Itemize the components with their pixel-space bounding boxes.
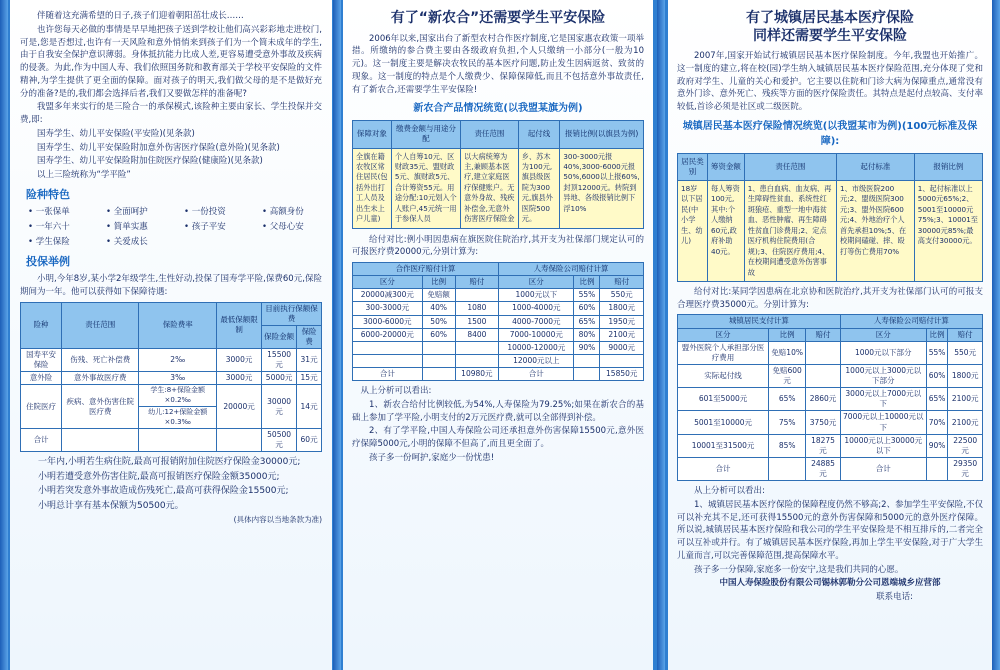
table-row <box>353 354 644 367</box>
table-cell: 15500元 <box>262 349 297 372</box>
table-cell: 7000元以上10000元以下 <box>840 411 926 434</box>
divider-strip <box>333 0 341 670</box>
table-row <box>21 372 322 385</box>
table-header: 区分 <box>499 276 574 289</box>
result-line: 小明若遭受意外伤害住院,最高可报销医疗保险金额35000元; <box>38 471 280 482</box>
example-title: 投保举例 <box>26 254 70 268</box>
premium-table <box>20 302 322 453</box>
table-cell: 550元 <box>600 289 644 302</box>
table-cell <box>769 457 806 480</box>
closing: 孩子多一分保障,家庭多一份安宁,这是我们共同的心愿。 <box>694 564 904 575</box>
section-title: 城镇居民基本医疗保险情况统览(以我盟某市为例)(100元标准及保障): <box>682 120 978 147</box>
table-cell: 65% <box>769 388 806 411</box>
table-cell: 1800元 <box>948 364 983 387</box>
table-cell: 50% <box>422 315 455 328</box>
table-cell: 85% <box>769 434 806 457</box>
table-cell <box>926 457 948 480</box>
table-cell: 1000元以下 <box>499 289 574 302</box>
table-cell <box>600 354 644 367</box>
table-cell: 2100元 <box>948 388 983 411</box>
feature-item: • 一张保单 <box>28 206 88 219</box>
table-cell: 幼儿:12+保险金额×0.3‰ <box>139 407 217 429</box>
compare-body <box>353 289 644 381</box>
compare-table <box>677 314 983 481</box>
table-header: 责任范围 <box>744 153 836 180</box>
intro-paragraph: 2006年以来,国家出台了新型农村合作医疗制度,它是国家惠农政策一项举措。所缴纳的参合费主要由各级政府负担,个人只缴纳一小部分(一般为10元)。这一制度主要是解决农牧民的基本医疗问题,防止发生因病返贫、致贫的现象。这一制度的特点是个人缴费少、保障保障低,而且不包括意外事故责任,有了新农合,还需要学生平安保险! <box>352 33 644 95</box>
intro-paragraph: 也许您每天必做的事情是早早地把孩子送到学校让他们高兴彩彩地走进校门,可是,您是否想过,也许有一天风险和意外悄悄来到孩子们为一个简未成年的学生,由于自我安全保护意识薄弱。身体抵抗能力比成人差,更容易遭受意外事故及疾病的侵袭。为此,作为中国人寿、我们依照国务院和教育部关于学校平安保险的文件精神,为学生提供了更全面的保障。面对孩子的明天,我们做父母的是不是做好充分的准备?是的,我们都会选择后者,我们又要做怎样的准备呢? <box>20 24 322 99</box>
table-cell: 90% <box>926 434 948 457</box>
example-text: 小明,今年8岁,某小学2年级学生,生性好动,投保了国寿学平险,保费60元,保险期间为一年。他可以获得如下保障待遇: <box>20 274 322 297</box>
table-cell: 3750元 <box>806 411 841 434</box>
table-cell: 1000元以下部分 <box>840 341 926 364</box>
contact-phone: 联系电话: <box>876 592 913 603</box>
table-header: 人寿保险公司赔付计算 <box>840 315 982 328</box>
intro-paragraph: 2007年,国家开始试行城镇居民基本医疗保险制度。今年,我盟也开始推广。这一制度的建立,将在校(园)学生纳入城镇居民基本医疗保险范围,充分体现了党和政府对学生、儿童的关心和爱护。它主要以住院和门诊大病为保障重点,通常没有意外门诊、意外死亡、残疾等方面的医疗保险责任。其特点是起付点较高、支付率较低,首诊必须是社区或二级医院。 <box>677 51 984 112</box>
table-cell: 免赔600元 <box>769 364 806 387</box>
table-cell: 盟外医院个人承担部分医疗费用 <box>678 341 769 364</box>
table-cell: 75% <box>769 411 806 434</box>
table-cell: 10001至31500元 <box>678 434 769 457</box>
table-header: 保险费 <box>297 325 322 348</box>
table-cell: 3‰ <box>139 372 217 385</box>
table-cell: 实际起付线 <box>678 364 769 387</box>
table-cell <box>806 341 841 364</box>
table-cell: 8400 <box>455 328 499 341</box>
note: (具体内容以当地条款为准) <box>233 515 322 525</box>
table-cell: 1080 <box>455 302 499 315</box>
table-header: 目前执行保额保费 <box>262 302 322 325</box>
table-cell: 2100元 <box>600 328 644 341</box>
table-cell: 合计 <box>353 368 423 381</box>
table-header: 区分 <box>678 328 769 341</box>
table-cell: 30000元 <box>262 385 297 429</box>
table-cell: 1000-4000元 <box>499 302 574 315</box>
table-header: 比例 <box>769 328 806 341</box>
table-header: 责任范围 <box>62 302 139 349</box>
feature-item: • 关爱成长 <box>106 236 166 249</box>
table-cell: 3000-6000元 <box>353 315 423 328</box>
table-cell: 24885元 <box>806 457 841 480</box>
page-title: 有了“新农合”还需要学生平安保险 <box>390 10 606 26</box>
table-cell: 国寿平安保险 <box>21 349 62 372</box>
conclusion-title: 从上分析可以看出: <box>694 486 765 497</box>
compare-text: 给付对比:例小明因患病在旗医院住院治疗,其开支为社保部门规定认可的可报医疗费20000元,分别计算为: <box>352 234 644 258</box>
features-grid <box>20 206 322 248</box>
table-cell: 9000元 <box>600 341 644 354</box>
table-cell: 7000-10000元 <box>499 328 574 341</box>
table-cell: 22500元 <box>948 434 983 457</box>
table-cell: 10000-12000元 <box>499 341 574 354</box>
table-cell: 3000元以上7000元以下 <box>840 388 926 411</box>
table-cell: 意外事故医疗费 <box>62 372 139 385</box>
table-header: 城镇居民支付计算 <box>678 315 841 328</box>
table-cell: 60% <box>926 364 948 387</box>
compare-table <box>352 262 644 381</box>
table-cell: 15元 <box>297 372 322 385</box>
table-row <box>678 457 983 480</box>
page-title: 有了城镇居民基本医疗保险 <box>746 10 914 26</box>
table-row <box>353 341 644 354</box>
table-cell <box>422 354 455 367</box>
table-cell: 合计 <box>678 457 769 480</box>
table-cell: 40% <box>422 302 455 315</box>
table-header: 起付标准 <box>837 153 915 180</box>
table-cell <box>353 341 423 354</box>
table-cell: 60% <box>422 328 455 341</box>
feature-item: • 简单实惠 <box>106 221 166 234</box>
table-row <box>678 434 983 457</box>
table-cell: 300-3000元 <box>353 302 423 315</box>
table-cell: 70% <box>926 411 948 434</box>
table-cell: 12000元以上 <box>499 354 574 367</box>
table-header: 比例 <box>574 276 600 289</box>
feature-item: • 一年六十 <box>28 221 88 234</box>
table-cell: 1、市级医院200元;2、盟级医院300元;3、盟外医院600元;4、外地治疗个人首先承担10%;5、在校期间磕碰、摔、殴打等伤亡费用70% <box>837 181 915 282</box>
closing: 孩子多一份呵护,家庭少一份忧患! <box>369 452 495 463</box>
table-cell: 60% <box>574 302 600 315</box>
panel-urban-medical <box>668 0 992 670</box>
table-cell: 5000元 <box>262 372 297 385</box>
table-row <box>678 341 983 364</box>
list-item: 国寿学生、幼儿平安保险(平安险)(见条款) <box>37 128 195 139</box>
table-header: 赔付 <box>600 276 644 289</box>
divider-strip <box>657 0 665 670</box>
table-cell: 免赔10% <box>769 341 806 364</box>
table-row <box>353 289 644 302</box>
result-line: 一年内,小明若生病住院,最高可报销附加住院医疗保险金30000元; <box>38 457 301 468</box>
intro-mode: 我盟多年来实行的是三险合一的承保模式,该险种主要由家长、学生投保并交费,即: <box>20 102 322 125</box>
table-cell: 300-3000元报40%,3000-6000元报50%,6000以上报60%,封顶12000元。转院到异地、各级报销比例下浮10% <box>560 148 644 228</box>
result-line: 小明总计享有基本保额为50500元。 <box>38 500 184 511</box>
table-row <box>678 364 983 387</box>
table-cell: 14元 <box>297 385 322 429</box>
table-header: 居民类别 <box>678 153 708 180</box>
table-cell: 合计 <box>840 457 926 480</box>
table-cell: 55% <box>926 341 948 364</box>
table-cell: 1、起付标准以上5000元65%;2、5001至10000元75%;3、10001至30000元85%;最高支付30000元。 <box>914 181 982 282</box>
table-cell: 疾病、意外伤害住院医疗费 <box>62 385 139 429</box>
table-cell <box>455 289 499 302</box>
table-cell <box>455 354 499 367</box>
table-cell <box>422 341 455 354</box>
compare-body <box>678 341 983 481</box>
conclusion: 1、新农合给付比例较低,为54%,人寿保险为79.25%;如果在新农合的基础上参加了学平险,小明支付的2万元医疗费,就可以全部得到补偿。 <box>352 399 644 423</box>
table-row <box>678 411 983 434</box>
table-cell: 550元 <box>948 341 983 364</box>
table-header: 保险金额 <box>262 325 297 348</box>
table-cell <box>455 341 499 354</box>
table-row <box>353 315 644 328</box>
summary-line: 以上三险统称为“学平险” <box>37 170 131 180</box>
table-header: 保障对象 <box>353 121 392 148</box>
table-header: 起付线 <box>518 121 560 148</box>
table-header: 最低保额限制 <box>217 302 262 349</box>
table-cell: 10000元以上30000元以下 <box>840 434 926 457</box>
table-cell: 全旗在籍农牧区常住居民(包括外出打工人员及出生未上户儿童) <box>353 148 392 228</box>
table-cell: 合计 <box>499 368 574 381</box>
table-row-total <box>21 429 322 452</box>
table-cell: 2‰ <box>139 349 217 372</box>
table-cell: 60元 <box>297 429 322 452</box>
table-cell: 1800元 <box>600 302 644 315</box>
table-cell: 31元 <box>297 349 322 372</box>
table-header: 区分 <box>353 276 423 289</box>
table-cell <box>353 354 423 367</box>
conclusion: 1、城镇居民基本医疗保险的保障程度仍然不够高;2、参加学生平安保险,不仅可以补充其不足,还可获得15500元的意外伤害保障和5000元的意外医疗保障。所以说,城镇居民基本医疗保险和我公司的学生平安保险是不相互排斥的,二者完全可以互补或并行。有了城镇居民基本医疗保险,再加上学生平安保险,对于广大学生儿童而言,可以完善保障范围,提高保障水平。 <box>677 499 983 561</box>
table-cell: 50500元 <box>262 429 297 452</box>
right-edge-strip <box>992 0 1000 670</box>
table-row <box>353 302 644 315</box>
table-cell: 住院医疗 <box>21 385 62 429</box>
table-cell <box>422 368 455 381</box>
table-cell: 1、患白血病、血友病、再生障碍性贫血、系统性红斑狼疮、重型一地中海贫血、恶性肿瘤、再生障碍性贫血门诊费用;2、定点医疗机构住院费用(合规);3、住院医疗费用;4、在校期间遭受意外伤害事故 <box>744 181 836 282</box>
table-cell: 每人筹资100元,其中:个人缴纳60元,政府补助40元。 <box>708 181 745 282</box>
table-cell: 2860元 <box>806 388 841 411</box>
table-cell: 合计 <box>21 429 62 452</box>
table-cell: 5001至10000元 <box>678 411 769 434</box>
feature-item: • 全面呵护 <box>106 206 166 219</box>
table-header: 赔付 <box>948 328 983 341</box>
features-title: 险种特色 <box>26 187 70 201</box>
list-item: 国寿学生、幼儿平安保险附加意外伤害医疗保险(意外险)(见条款) <box>37 142 280 153</box>
feature-item: • 父母心安 <box>262 221 322 234</box>
table-header: 比例 <box>926 328 948 341</box>
panel-student-insurance <box>10 0 332 670</box>
company-name: 中国人寿保险股份有限公司锡林郭勒分公司恩端城乡应营部 <box>719 578 941 589</box>
table-header: 比例 <box>422 276 455 289</box>
table-cell: 4000-7000元 <box>499 315 574 328</box>
table-cell: 1000元以上3000元以下部分 <box>840 364 926 387</box>
table-cell <box>574 354 600 367</box>
left-edge-strip <box>0 0 8 670</box>
conclusion-title: 从上分析可以看出: <box>360 386 432 397</box>
table-cell: 个人自筹10元、区财政35元、盟财政5元、旗财政5元、合计筹资55元。用途分配:10元划入个人账户,45元统一用于参保人员 <box>391 148 460 228</box>
table-cell: 10980元 <box>455 368 499 381</box>
table-cell: 2100元 <box>948 411 983 434</box>
table-row <box>353 368 644 381</box>
table-header: 人寿保险公司赔付计算 <box>499 263 644 276</box>
table-row <box>678 388 983 411</box>
section-title: 新农合产品情况统览(以我盟某旗为例) <box>413 103 583 115</box>
table-header: 筹资金额 <box>708 153 745 180</box>
feature-item: • 孩子平安 <box>184 221 244 234</box>
table-cell: 20000元 <box>217 385 262 429</box>
table-cell: 1500 <box>455 315 499 328</box>
table-cell: 意外险 <box>21 372 62 385</box>
table-cell: 18岁以下居民(中小学生、幼儿) <box>678 181 708 282</box>
table-cell <box>806 364 841 387</box>
table-cell: 65% <box>926 388 948 411</box>
table-cell: 以大病统筹为主,兼顾基本医疗,建立家庭医疗保健账户。无意外身故、残疾补偿金,无意外伤害医疗保险金 <box>461 148 519 228</box>
table-cell: 1950元 <box>600 315 644 328</box>
table-row <box>353 328 644 341</box>
table-header: 缴费金额与用途分配 <box>391 121 460 148</box>
compare-text: 给付对比:某同学因患病在北京协和医院治疗,其开支为社保部门认可的可报支合理医疗费35000元。分别计算为: <box>677 286 983 310</box>
product-table <box>352 120 644 228</box>
table-row <box>21 385 322 407</box>
table-cell: 29350元 <box>948 457 983 480</box>
table-cell: 15850元 <box>600 368 644 381</box>
page-subtitle: 同样还需要学生平安保险 <box>753 27 907 44</box>
list-item: 国寿学生、幼儿平安保险附加住院医疗保险(健康险)(见条款) <box>37 156 263 167</box>
table-cell: 3000元 <box>217 349 262 372</box>
table-header: 报销比例(以旗县为例) <box>560 121 644 148</box>
product-table <box>677 153 983 282</box>
table-header: 区分 <box>840 328 926 341</box>
table-header: 责任范围 <box>461 121 519 148</box>
table-cell: 3000元 <box>217 372 262 385</box>
table-cell: 80% <box>574 328 600 341</box>
conclusion: 2、有了学平险,中国人寿保险公司还承担意外伤害保障15500元,意外医疗保障5000元,小明的保障不但高了,而且更全面了。 <box>352 426 644 450</box>
feature-item: • 学生保险 <box>28 236 88 249</box>
table-cell: 90% <box>574 341 600 354</box>
feature-item: • 高额身份 <box>262 206 322 219</box>
table-row <box>678 181 983 282</box>
table-cell: 18275元 <box>806 434 841 457</box>
table-row <box>21 349 322 372</box>
table-cell: 学生:8+保险金额×0.2‰ <box>139 385 217 407</box>
table-header: 保险费率 <box>139 302 217 349</box>
table-cell <box>574 368 600 381</box>
table-cell: 乡、苏木为100元,旗县级医院为300元,旗县外医院500元。 <box>518 148 560 228</box>
table-cell: 20000减300元 <box>353 289 423 302</box>
table-cell: 免赔额 <box>422 289 455 302</box>
table-cell: 65% <box>574 315 600 328</box>
table-header: 报销比例 <box>914 153 982 180</box>
table-cell: 6000-20000元 <box>353 328 423 341</box>
table-header: 合作医疗赔付计算 <box>353 263 499 276</box>
intro-line: 伴随着这充满希望的日子,孩子们迎着朝阳茁壮成长…… <box>37 11 244 21</box>
insurance-list <box>20 128 322 168</box>
table-cell: 601至5000元 <box>678 388 769 411</box>
table-header: 赔付 <box>455 276 499 289</box>
table-cell: 伤残、死亡补偿费 <box>62 349 139 372</box>
table-cell: 55% <box>574 289 600 302</box>
panel-new-rural-coop <box>343 0 653 670</box>
result-line: 小明若突发意外事故造成伤残死亡,最高可获得保险金15500元; <box>38 486 289 497</box>
table-header: 险种 <box>21 302 62 349</box>
table-row <box>353 148 644 228</box>
table-header: 赔付 <box>806 328 841 341</box>
feature-item: • 一份投资 <box>184 206 244 219</box>
